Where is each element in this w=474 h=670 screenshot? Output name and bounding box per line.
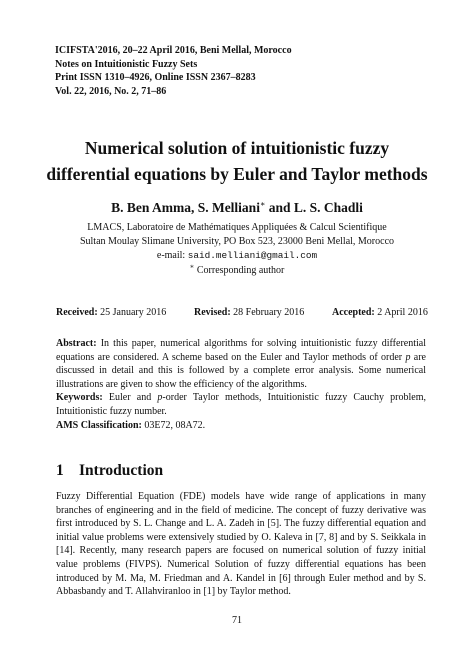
journal-header [55,44,435,98]
abstract-label: Abstract: [56,338,97,349]
abstract-text-2: are discussed in detail and this is followed by a complete error analysis. Some numerical illustrations are given to show the efficiency of the algorithms. [56,351,426,390]
page-number: 71 [232,615,242,626]
received-label: Received: [56,307,98,318]
conference-line: ICIFSTA'2016, 20–22 April 2016, Beni Mellal, Morocco [55,45,292,56]
corresponding-marker: ∗ [259,199,266,209]
ams-label: AMS Classification: [56,419,142,431]
corresponding-note [30,264,444,278]
section-title: Introduction [79,462,164,479]
section-heading [56,461,426,481]
keywords-text-1: Euler and [102,392,158,404]
corresponding-note-text: Corresponding author [194,264,285,276]
email-address[interactable]: said.melliani@gmail.com [187,250,318,262]
revised-value: 28 February 2016 [230,307,305,318]
keywords-label: Keywords: [56,392,103,404]
volume-line: Vol. 22, 2016, No. 2, 71–86 [55,85,167,97]
section-number: 1 [56,462,64,479]
abstract-block [56,337,426,432]
keywords-var-p: p [157,392,163,404]
ams-codes: 03E72, 08A72. [141,419,206,431]
revised-date [194,306,304,320]
author-names-1: B. Ben Amma, S. Melliani [111,200,260,215]
affiliation-lab: LMACS, Laboratoire de Mathématiques Appliquées & Calcul Scientifique [87,222,387,233]
keywords-text-2: -order Taylor methods, Intuitionistic fuzzy Cauchy problem, Intuitionistic fuzzy number. [56,392,427,417]
email-line [30,249,444,263]
introduction-body [56,490,426,599]
paper-title [30,135,444,187]
accepted-value: 2 April 2016 [374,307,428,318]
keywords-paragraph [56,391,426,418]
affiliation-university: Sultan Moulay Slimane University, PO Box 523, 23000 Beni Mellal, Morocco [79,236,395,248]
accepted-label: Accepted: [332,307,375,318]
introduction-paragraph: Fuzzy Differential Equation (FDE) models have wide range of applications in many branches of engineering and in the field of medicine. The concept of fuzzy derivative was first introduced by S. L. Change and L. A. Zadeh in [5]. The fuzzy differential equation and initial value problems were extensively studied by O. Kaleva in [7, 8] and by S. Seikkala in [14]. Recently, many research papers are focused on numerical solution of fuzzy initial value problems (FIVPS). Numerical Solution of fuzzy differential equations has been introduced by M. Ma, M. Friedman and A. Kandel in [6] through Euler method and by S. Abbasbandy and T. Allahviranloo in [1] by Taylor method. [56,491,426,598]
issn-line: Print ISSN 1310–4926, Online ISSN 2367–8283 [55,72,256,84]
author-names-2: and L. S. Chadli [265,200,363,215]
dates-row [56,306,426,320]
received-date [56,306,166,320]
title-line-1: Numerical solution of intuitionistic fuzzy [84,138,390,158]
abstract-paragraph [56,337,426,391]
corresponding-note-marker: ∗ [189,262,195,271]
ams-paragraph [56,419,426,433]
affiliation [30,221,444,278]
abstract-var-p: p [405,351,411,363]
received-value: 25 January 2016 [97,307,167,318]
authors [30,199,444,217]
revised-label: Revised: [194,307,231,318]
title-line-2: differential equations by Euler and Taylor methods [46,164,428,184]
series-line: Notes on Intuitionistic Fuzzy Sets [55,58,198,70]
email-label: e-mail: [156,250,188,262]
abstract-text-1: In this paper, numerical algorithms for solving intuitionistic fuzzy differential equations are considered. A scheme based on the Euler and Taylor methods of order [56,338,426,363]
accepted-date [332,306,428,320]
